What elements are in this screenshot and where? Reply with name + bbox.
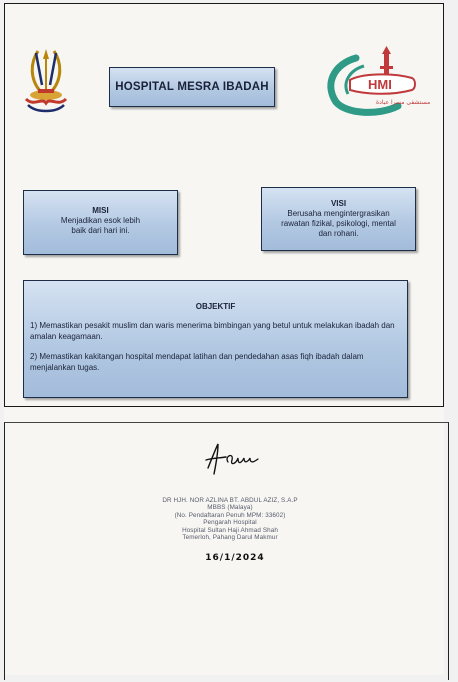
- hmi-mosque-logo-icon: [320, 44, 431, 120]
- stamp-line: Hospital Sultan Haji Ahmad Shah: [182, 526, 278, 534]
- state-crest-icon: [16, 45, 76, 117]
- stamp-line: Pengarah Hospital: [203, 519, 257, 527]
- visi-box: [261, 187, 416, 251]
- stamp-line: DR HJH. NOR AZLINA BT. ABDUL AZIZ, S.A.P: [162, 497, 298, 504]
- misi-heading: MISI: [92, 206, 109, 215]
- handwritten-date: 16/1/2024: [205, 553, 265, 563]
- stamp-line: Temerloh, Pahang Darul Makmur: [182, 534, 278, 542]
- misi-box: [23, 190, 178, 255]
- page-title-text: HOSPITAL MESRA IBADAH: [115, 81, 269, 93]
- objektif-box: [23, 280, 408, 398]
- official-stamp: [120, 497, 340, 541]
- hmi-logo-arabic-text: مستشفى مسرا عبادة: [376, 99, 431, 106]
- page-title: [109, 67, 275, 107]
- hmi-logo-text: HMI: [368, 77, 392, 92]
- stamp-line: (No. Pendaftaran Penuh MPM: 33602): [174, 511, 286, 519]
- stamp-line: MBBS (Malaya): [207, 504, 253, 512]
- objektif-item: 2) Memastikan kakitangan hospital mendapat latihan dan pendedahan asas fiqh ibadah dalam menjalankan tugas.: [30, 352, 364, 372]
- handwritten-signature-icon: [198, 438, 268, 478]
- visi-heading: VISI: [330, 199, 347, 208]
- misi-text: Menjadikan esok lebih baik dari hari ini.: [60, 216, 141, 235]
- objektif-heading: OBJEKTIF: [195, 302, 236, 311]
- objektif-item: 1) Memastikan pesakit muslim dan waris menerima bimbingan yang betul untuk melakukan ibadah dan amalan keagamaan.: [30, 321, 395, 341]
- visi-text: Berusaha mengintergrasikan rawatan fizikal, psikologi, mental dan rohani.: [281, 209, 396, 238]
